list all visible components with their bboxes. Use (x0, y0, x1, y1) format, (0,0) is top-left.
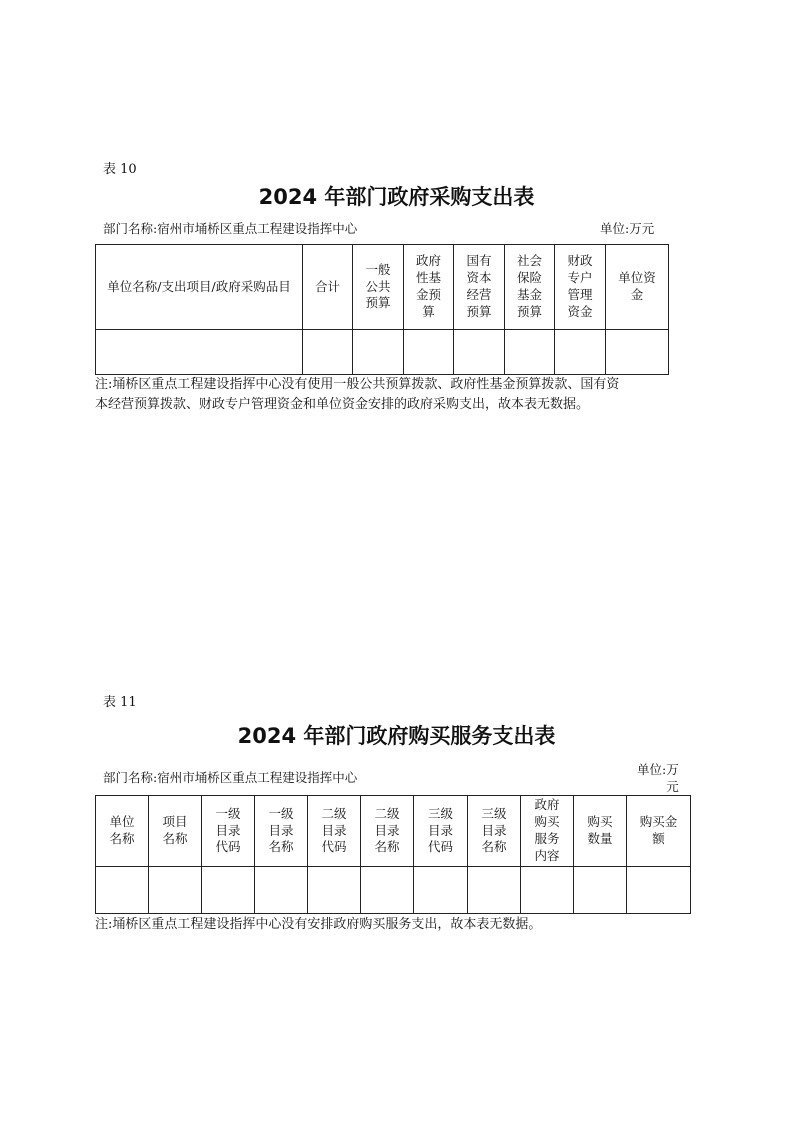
table-row (96, 867, 691, 914)
table-cell (96, 867, 149, 914)
note-line: 本经营预算拨款、财政专户管理资金和单位资金安排的政府采购支出，故本表无数据。 (95, 397, 590, 412)
header-cell: 一级 目录 代码 (202, 796, 255, 867)
procurement-table (95, 244, 669, 375)
table-cell (303, 330, 353, 375)
unit-label: 单位:万元 (600, 221, 655, 236)
header-cell: 社会 保险 基金 预算 (505, 245, 555, 330)
table-cell (96, 330, 303, 375)
table-header-row (96, 796, 691, 867)
table-cell (606, 330, 669, 375)
table-cell (505, 330, 555, 375)
table-row (96, 330, 669, 375)
table-cell (353, 330, 404, 375)
header-cell: 一般 公共 预算 (353, 245, 404, 330)
header-cell: 合计 (303, 245, 353, 330)
header-cell: 一级 目录 名称 (255, 796, 308, 867)
table-note: 注:埇桥区重点工程建设指挥中心没有安排政府购买服务支出，故本表无数据。 (95, 917, 542, 932)
page-title: 2024 年部门政府采购支出表 (258, 185, 535, 209)
header-cell: 项目 名称 (149, 796, 202, 867)
header-cell: 单位资 金 (606, 245, 669, 330)
header-cell: 三级 目录 名称 (468, 796, 521, 867)
header-cell: 财政 专户 管理 资金 (555, 245, 606, 330)
table-cell (255, 867, 308, 914)
header-cell: 二级 目录 名称 (361, 796, 414, 867)
header-cell: 二级 目录 代码 (308, 796, 361, 867)
unit-label: 单位:万 元 (637, 762, 679, 794)
table-header-row (96, 245, 669, 330)
header-cell: 购买 数量 (574, 796, 627, 867)
department-name: 部门名称:宿州市埇桥区重点工程建设指挥中心 (103, 770, 358, 785)
table-cell (468, 867, 521, 914)
header-cell: 政府 性基 金预 算 (404, 245, 454, 330)
header-cell: 购买金 额 (627, 796, 691, 867)
header-cell: 单位名称/支出项目/政府采购品目 (96, 245, 303, 330)
table-number-label: 表 11 (103, 695, 137, 710)
table-note (95, 375, 715, 415)
table-cell (627, 867, 691, 914)
table-number-label: 表 10 (103, 162, 137, 177)
header-cell: 政府 购买 服务 内容 (521, 796, 574, 867)
table-cell (521, 867, 574, 914)
header-cell: 三级 目录 代码 (414, 796, 468, 867)
table-cell (202, 867, 255, 914)
table-cell (454, 330, 505, 375)
header-cell: 国有 资本 经营 预算 (454, 245, 505, 330)
table-cell (555, 330, 606, 375)
table-cell (574, 867, 627, 914)
header-cell: 单位 名称 (96, 796, 149, 867)
table-cell (404, 330, 454, 375)
department-name: 部门名称:宿州市埇桥区重点工程建设指挥中心 (103, 221, 358, 236)
table-cell (361, 867, 414, 914)
note-line: 注:埇桥区重点工程建设指挥中心没有使用一般公共预算拨款、政府性基金预算拨款、国有资 (95, 377, 620, 392)
service-purchase-table (95, 795, 691, 914)
page-title: 2024 年部门政府购买服务支出表 (237, 724, 556, 748)
table-cell (414, 867, 468, 914)
table-cell (308, 867, 361, 914)
table-cell (149, 867, 202, 914)
